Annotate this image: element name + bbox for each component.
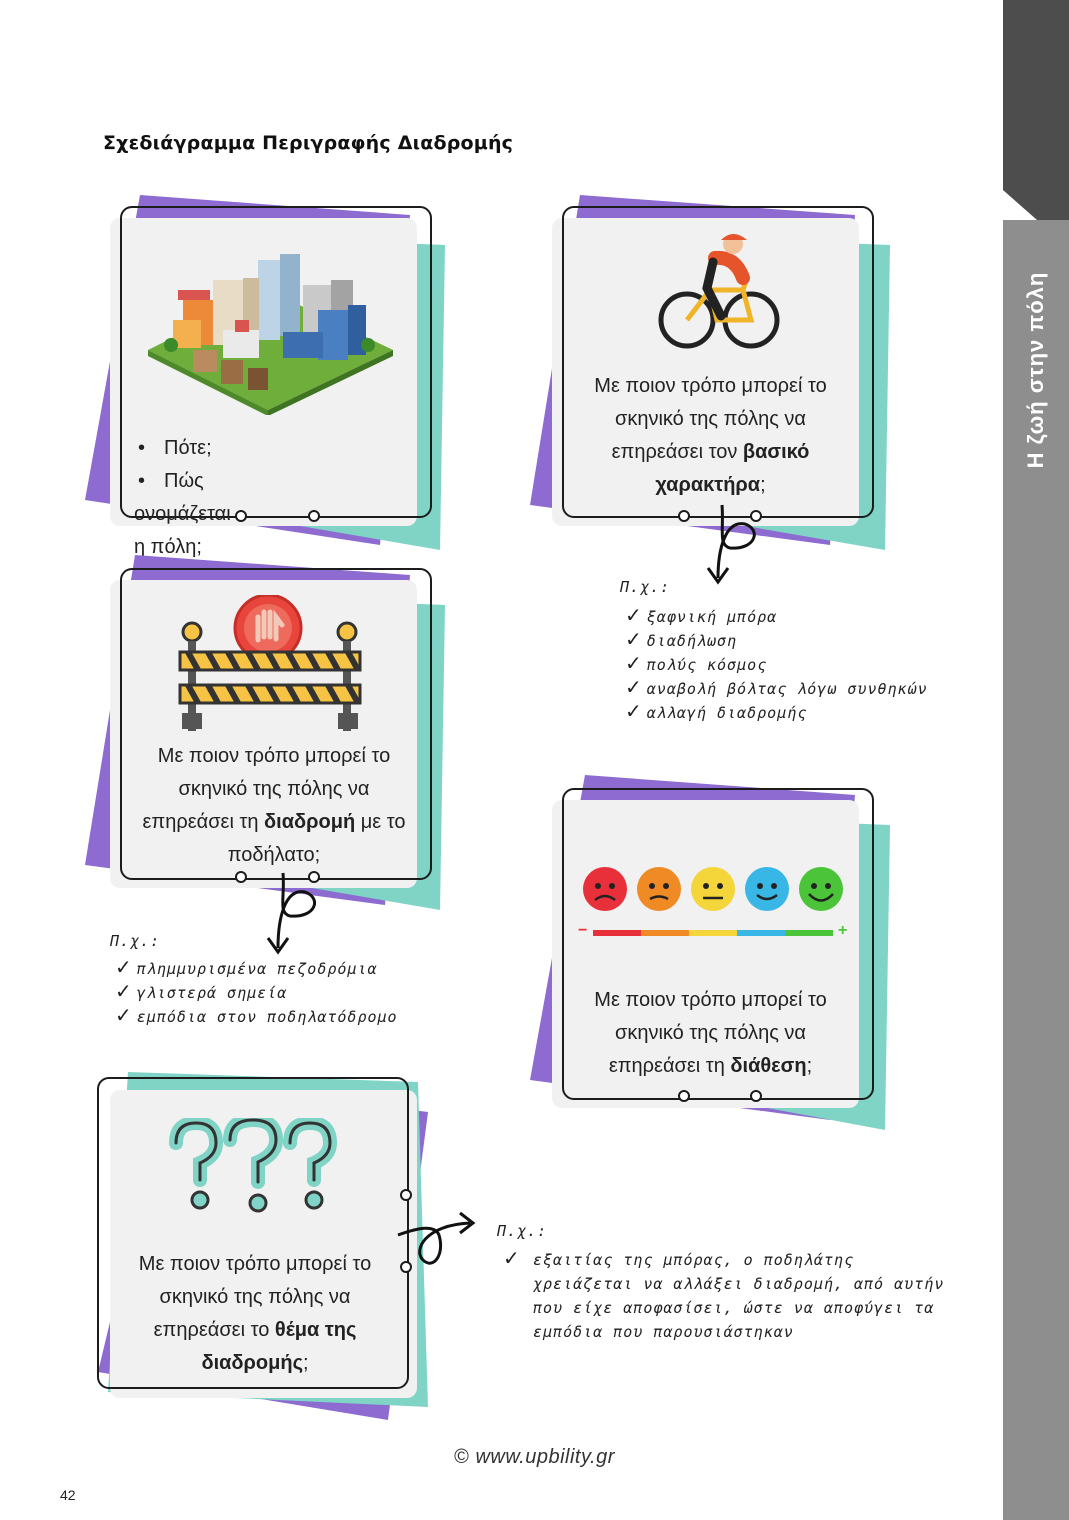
example-label: Π.χ.: [497, 1222, 548, 1240]
connector-dot [235, 871, 247, 883]
sidebar-notch [1003, 190, 1037, 220]
loop-arrow-icon [700, 500, 770, 590]
question-text [134, 740, 414, 872]
connector-dot [678, 1090, 690, 1102]
check-icon: ✓ [115, 955, 133, 979]
question-text [578, 984, 843, 1083]
list-item [115, 955, 398, 979]
list-item [115, 1003, 398, 1027]
check-icon: ✓ [625, 651, 643, 675]
bullet-item: • Πότε; [134, 432, 231, 465]
list-item-text: ξαφνική μπόρα [646, 608, 778, 626]
check-icon: ✓ [625, 627, 643, 651]
list-item-text: πλημμυρισμένα πεζοδρόμια [136, 960, 378, 978]
question-text [578, 370, 843, 502]
mood-scale-icon [575, 862, 855, 947]
roadblock-icon [178, 595, 363, 735]
question-text-end: ; [806, 1055, 813, 1077]
check-icon: ✓ [625, 699, 643, 723]
list-item [625, 603, 928, 627]
question-text-bold: βασικό χαρακτήρα [655, 441, 810, 496]
check-icon: ✓ [625, 603, 643, 627]
question-text-bold: διαδρομή [264, 811, 356, 833]
connector-dot [235, 510, 247, 522]
list-item [625, 651, 928, 675]
list-item [625, 699, 928, 723]
question-text-bold: διάθεση [730, 1055, 807, 1077]
list-item [115, 979, 398, 1003]
list-item [625, 675, 928, 699]
website-link[interactable]: www.upbility.gr [475, 1446, 615, 1468]
bullet-item: • Πώς ονομάζεται η πόλη; [134, 465, 231, 564]
example-text: εξαιτίας της μπόρας, ο ποδηλάτης χρειάζεται να αλλάξει διαδρομή, από αυτήν που είχε αποφασίσει, ώστε να αποφύγει τα εμπόδια που παρουσιάστηκαν [533, 1251, 945, 1341]
example-label: Π.χ.: [620, 578, 671, 596]
page-number: 42 [60, 1487, 76, 1503]
question-text-bold: θέμα της διαδρομής [201, 1319, 357, 1374]
question-text-plain: Με ποιον τρόπο μπορεί το σκηνικό της πόλης να επηρεάσει τη [594, 989, 827, 1077]
question-text [120, 1248, 390, 1380]
connector-dot [400, 1189, 412, 1201]
example-list [625, 603, 928, 723]
question-text-plain: Με ποιον τρόπο μπορεί το σκηνικό της πόλης να επηρεάσει το [138, 1253, 372, 1341]
check-icon: ✓ [115, 979, 133, 1003]
scale-minus: − [578, 922, 588, 939]
question-text-plain: Με ποιον τρόπο μπορεί το σκηνικό της πόλης να επηρεάσει τον [594, 375, 827, 463]
connector-dot [678, 510, 690, 522]
list-item-text: αναβολή βόλτας λόγω συνθηκών [646, 680, 928, 698]
list-item-text: αλλαγή διαδρομής [646, 704, 808, 722]
check-icon: ✓ [625, 675, 643, 699]
copyright-symbol: © [454, 1446, 470, 1468]
loop-arrow-icon [258, 868, 330, 960]
scale-plus: + [838, 922, 848, 939]
question-text-end: ; [760, 474, 766, 496]
question-text-end: με το ποδήλατο; [227, 811, 406, 866]
connector-dot [750, 1090, 762, 1102]
question-marks-icon [168, 1118, 343, 1218]
list-item-text: πολύς κόσμος [646, 656, 768, 674]
example-label: Π.χ.: [110, 932, 161, 950]
list-item-text: εμπόδια στον ποδηλατόδρομο [136, 1008, 398, 1026]
footer-credit [0, 1446, 1069, 1469]
example-list [115, 955, 398, 1027]
sidebar-label: Η ζωή στην πόλη [1023, 271, 1048, 469]
question-text-plain: Με ποιον τρόπο μπορεί το σκηνικό της πόλης να επηρεάσει τη [142, 745, 391, 833]
question-text-end: ; [303, 1352, 309, 1374]
check-icon: ✓ [503, 1246, 521, 1270]
list-item [625, 627, 928, 651]
list-item-text: γλιστερά σημεία [136, 984, 288, 1002]
loop-arrow-icon [395, 1205, 480, 1275]
city-icon [143, 250, 398, 415]
connector-dot [308, 510, 320, 522]
page-title: Σχεδιάγραμμα Περιγραφής Διαδρομής [103, 132, 514, 154]
cyclist-icon [655, 228, 780, 353]
check-icon: ✓ [115, 1003, 133, 1027]
list-item-text: διαδήλωση [646, 632, 738, 650]
sidebar-tab-dark [1003, 0, 1069, 220]
